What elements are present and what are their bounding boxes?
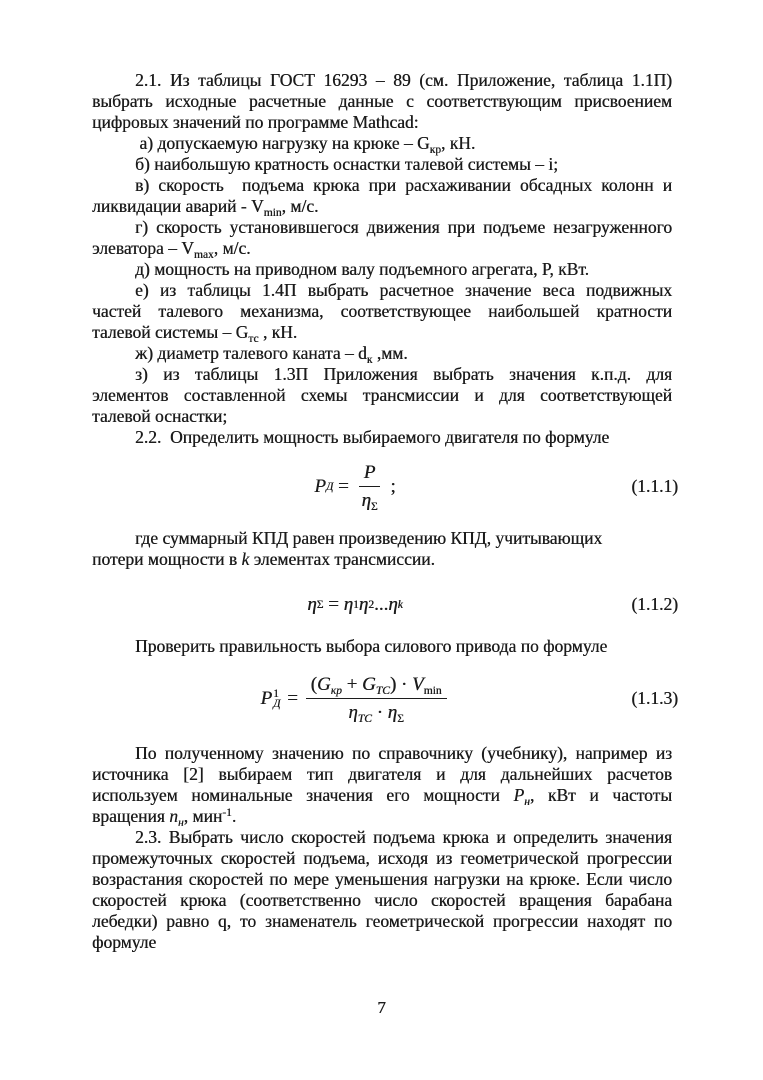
list-item-v <box>92 175 672 217</box>
paragraph-po-poluchennomu <box>92 743 672 827</box>
list-item-z <box>92 364 672 427</box>
text-line: частей талевого механизма, соответствующее наибольшей кратности <box>92 301 672 321</box>
text-line: цифровых значений по программе Mathcad: <box>92 112 419 132</box>
text-line: ж) диаметр талевого каната – $d_к$ ,мм. <box>135 343 408 366</box>
text-line: возрастания скоростей по мере уменьшения нагрузки на крюке. Если число <box>92 869 672 889</box>
equation: P Д = $\frac{P}{\eta_\Sigma}$ ; <box>314 462 396 513</box>
sup-sub-stack: 1 Д <box>273 687 281 710</box>
list-item-zh <box>92 343 672 364</box>
equation: P 1 Д = $\frac{(G_{кр} + G_{ТС}) \cdot V_{min}}{\eta_{ТС} \cdot \eta_\Sigma}$ <box>92 673 618 724</box>
formula-1-1-3 <box>92 673 678 725</box>
text-line: а) допускаемую нагрузку на крюке – $G_{кр}$, кН. <box>135 133 476 156</box>
list-item-g <box>92 217 672 259</box>
list-item-a <box>92 133 672 154</box>
text-line: талевой оснастки; <box>92 406 228 426</box>
list-item-b <box>92 154 672 175</box>
text-line: д) мощность на приводном валу подъемного агрегата, Р, кВт. <box>135 259 589 279</box>
text-line: используем номинальные значения его мощности $P_н$, кВт и частоты <box>92 785 672 808</box>
text-line: талевой системы – $G_{тс}$ , кН. <box>92 322 298 345</box>
text-line: По полученному значению по справочнику (учебнику), например из <box>135 743 672 763</box>
equation-number: (1.1.3) <box>631 688 678 708</box>
fraction: $\frac{P}{\eta_\Sigma}$ <box>356 461 382 512</box>
text-line: г) скорость установившегося движения при подъеме незагруженного <box>135 217 672 237</box>
page-number: 7 <box>377 998 386 1017</box>
text-line: формуле <box>92 932 157 952</box>
text-line: промежуточных скоростей подъема, исходя из геометрической прогрессии <box>92 848 672 868</box>
fraction: $\frac{(G_{кр} + G_{ТС}) \cdot V_{min}}{\eta_{ТС} \cdot \eta_\Sigma}$ <box>306 673 447 724</box>
text-line: в) скорость подъема крюка при расхаживании обсадных колонн и <box>135 175 672 195</box>
text-line: источника [2] выбираем тип двигателя и для дальнейших расчетов <box>92 764 672 784</box>
paragraph-kpd <box>92 528 672 570</box>
text-line: 2.3. Выбрать число скоростей подъема крюка и определить значения <box>135 827 672 847</box>
list-item-d <box>92 259 672 280</box>
text-line: вращения $n_н$, мин$^{-1}$. <box>92 806 237 829</box>
text-line: лебедки) равно q, то знаменатель геометрической прогрессии находят по <box>92 911 672 931</box>
text-line: выбрать исходные расчетные данные с соответствующим присвоением <box>92 91 672 111</box>
paragraph-2-3 <box>92 827 672 953</box>
text-line: б) наибольшую кратность оснастки талевой системы – i; <box>135 154 558 174</box>
text-line: элеватора – $V_{max}$, м/с. <box>92 238 251 261</box>
text-line: 2.2. Определить мощность выбираемого двигателя по формуле <box>135 427 610 447</box>
formula-1-1-2 <box>92 593 678 616</box>
list-item-e <box>92 280 672 343</box>
equation: η Σ = η 1 η 2 ... η k <box>307 594 403 615</box>
text-line: потери мощности в k элементах трансмиссии. <box>92 549 435 569</box>
text-line: где суммарный КПД равен произведению КПД, учитывающих <box>135 528 603 548</box>
text-line: е) из таблицы 1.4П выбрать расчетное значение веса подвижных <box>135 280 672 300</box>
equation-number: (1.1.1) <box>631 476 678 496</box>
document-body <box>92 70 678 953</box>
text-line: з) из таблицы 1.3П Приложения выбрать значения к.п.д. для <box>135 364 672 384</box>
paragraph-proverit <box>92 636 672 657</box>
equation-number: (1.1.2) <box>631 594 678 614</box>
text-line: элементов составленной схемы трансмиссии и для соответствующей <box>92 385 672 405</box>
text-line: ликвидации аварий - $V_{min}$, м/с. <box>92 196 319 219</box>
text-line: Проверить правильность выбора силового привода по формуле <box>135 636 608 656</box>
text-line: 2.1. Из таблицы ГОСТ 16293 – 89 (см. Приложение, таблица 1.1П) <box>135 70 672 90</box>
formula-1-1-1 <box>92 461 678 513</box>
paragraph-2-1 <box>92 70 672 133</box>
paragraph-2-2 <box>92 427 672 448</box>
text-line: скоростей крюка (соответственно число скоростей вращения барабана <box>92 890 672 910</box>
